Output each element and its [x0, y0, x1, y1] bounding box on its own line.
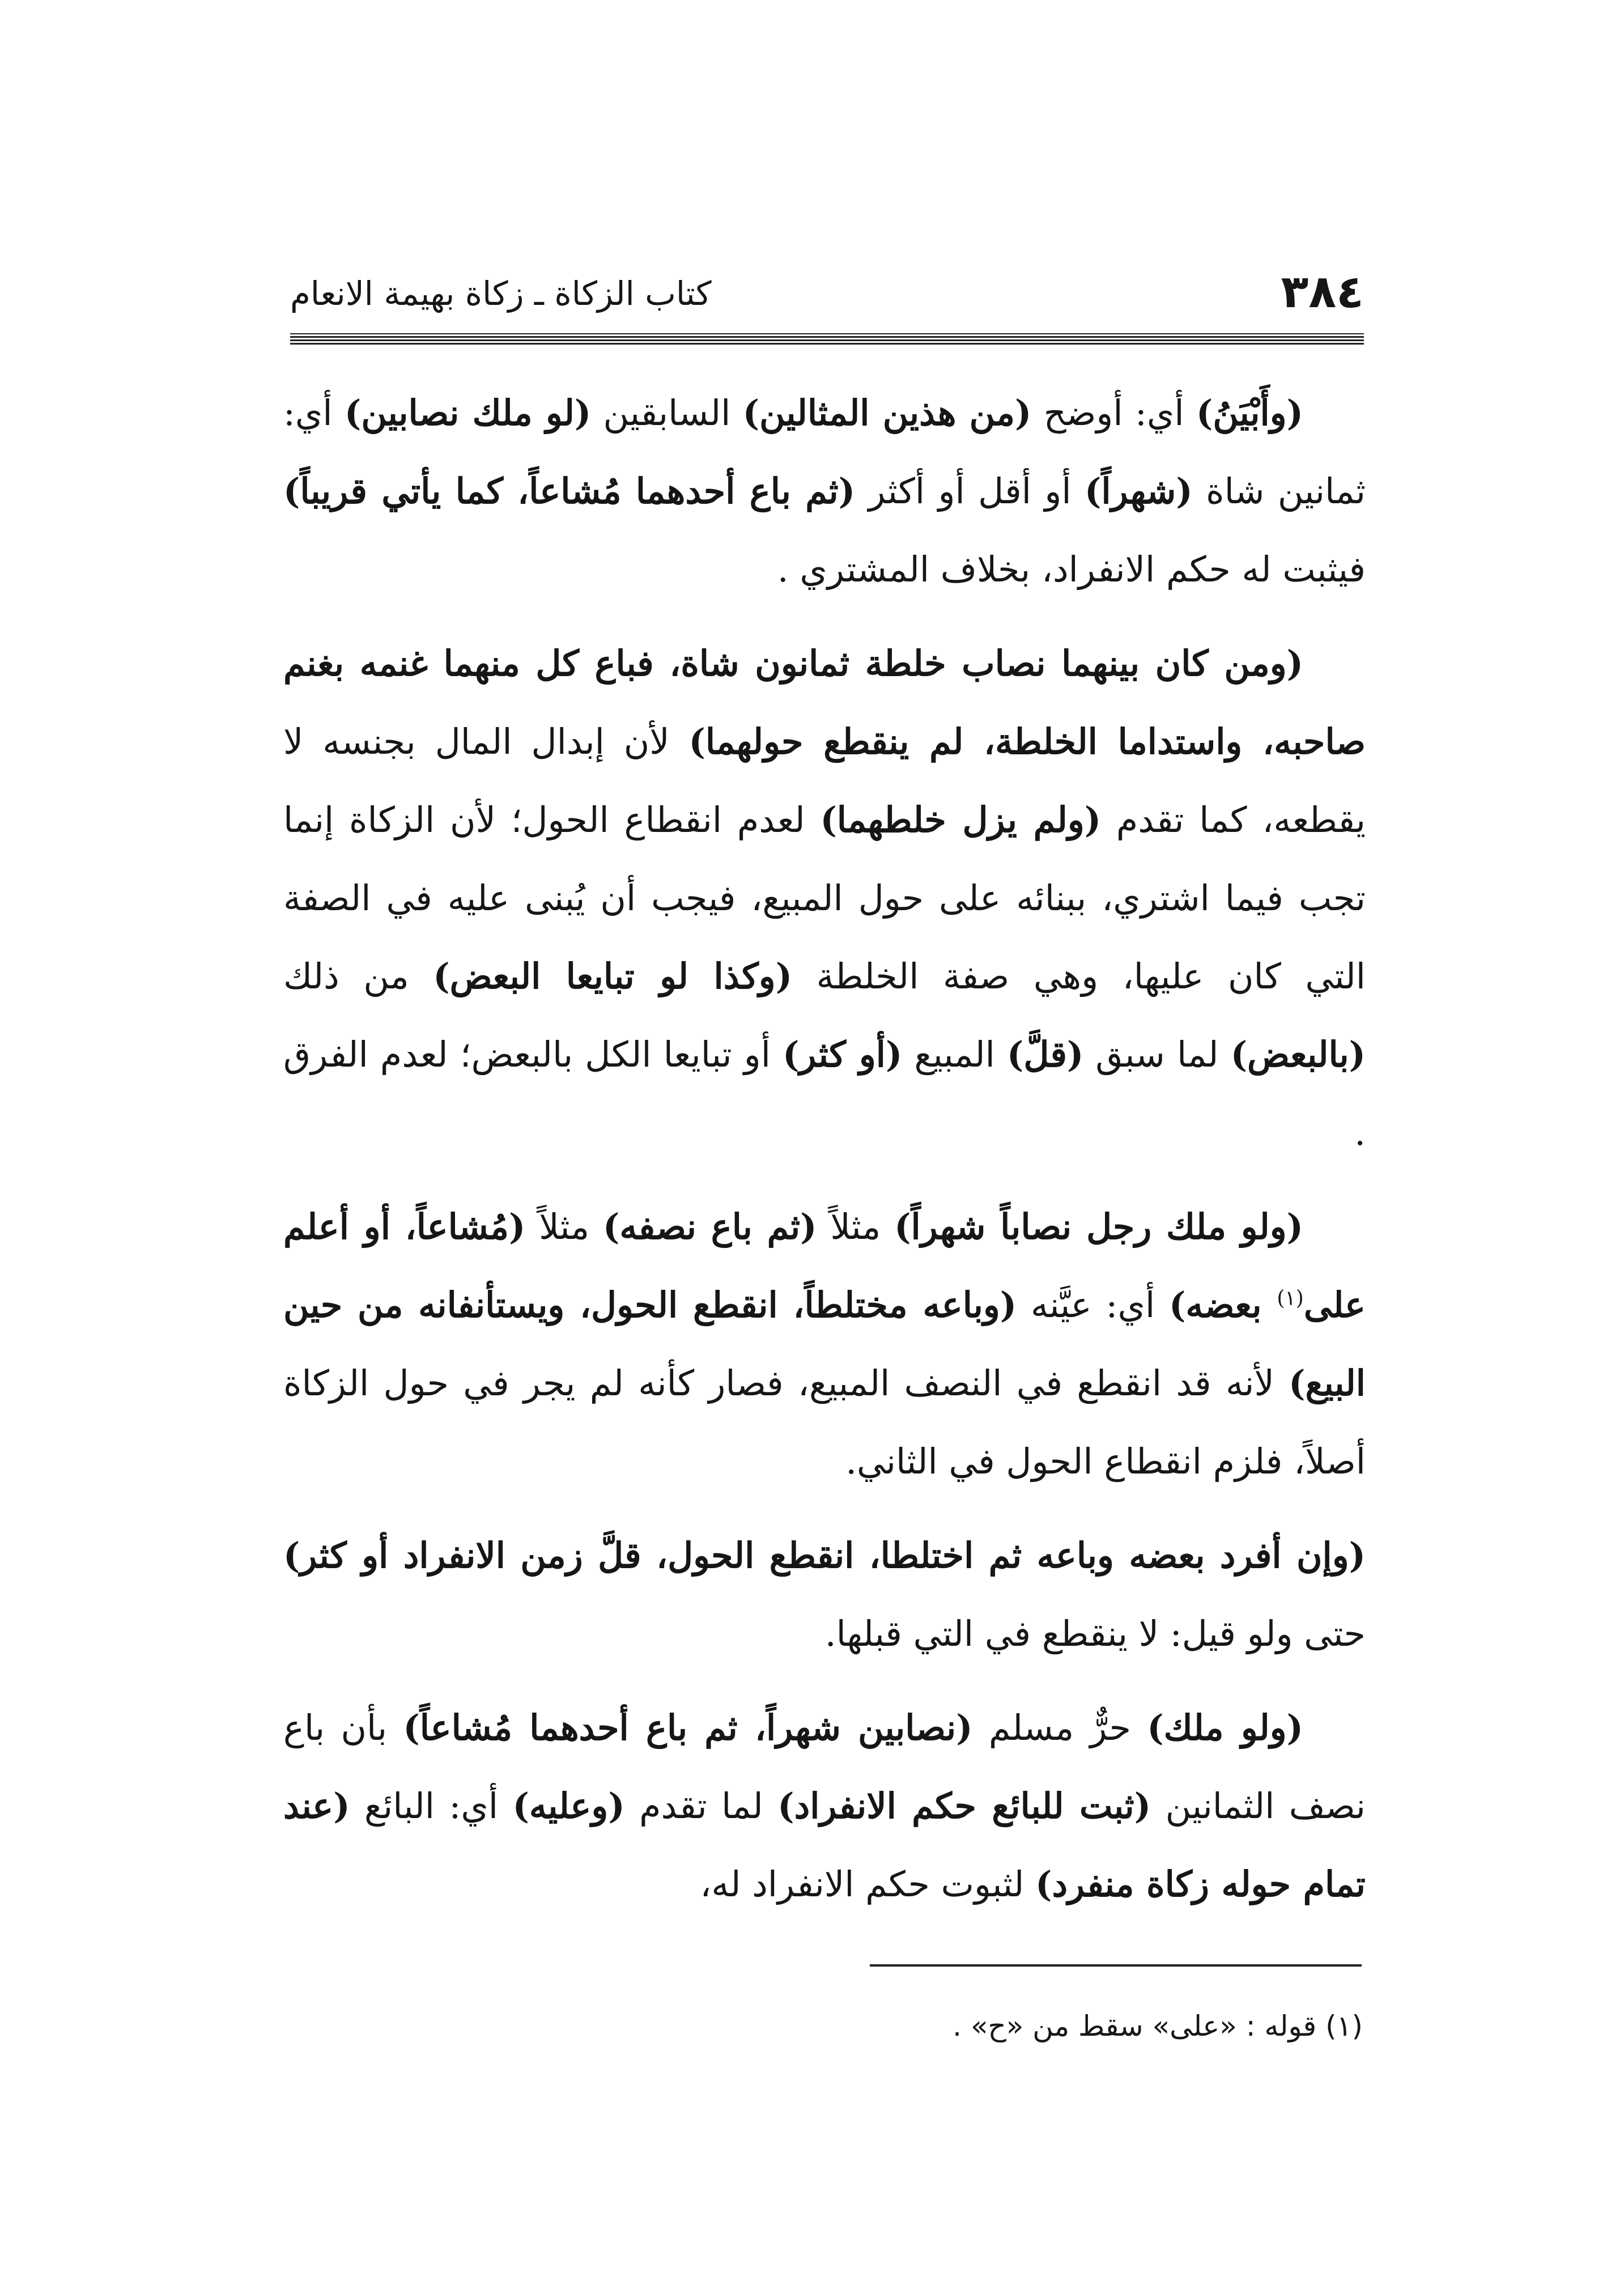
- sharh-text: لأنه قد انقطع في النصف المبيع، فصار كأنه لم يجر في حول الزكاة أصلاً، فلزم انقطاع الحول في الثاني.: [283, 1362, 1366, 1482]
- page-header: [290, 261, 1364, 323]
- header-divider: [290, 333, 1364, 345]
- matn-text: (ثبت للبائع حكم الانفراد): [777, 1785, 1151, 1827]
- matn-text: (وباعه مختلطاً، انقطع الحول، ويستأنفانه من حين البيع): [283, 1284, 1366, 1404]
- paragraph: [283, 1517, 1366, 1673]
- sharh-text: فيثبت له حكم الانفراد، بخلاف المشتري .: [777, 549, 1366, 590]
- matn-text: (من هذين المثالين): [742, 392, 1032, 434]
- matn-text: (شهراً): [1085, 470, 1193, 512]
- paragraph: [283, 1689, 1366, 1923]
- matn-text: (وأَبْيَنُ): [1196, 392, 1303, 434]
- sharh-text: بأن باع نصف الثمانين: [283, 1707, 1366, 1827]
- matn-text: (قلَّ): [1007, 1034, 1084, 1075]
- matn-text: (ولو ملك رجل نصاباً شهراً): [894, 1206, 1303, 1247]
- footnote: (١) قوله : «على» سقط من «ح» .: [953, 2010, 1363, 2043]
- sharh-text: أي: عيَّنه: [1017, 1284, 1170, 1326]
- sharh-text: لما تقدم: [624, 1785, 778, 1827]
- sharh-text: أي: أوضح: [1031, 392, 1196, 434]
- sharh-text: مثلاً: [817, 1206, 895, 1247]
- matn-text: (نصابين شهراً، ثم باع أحدهما مُشاعاً): [403, 1707, 973, 1748]
- page-number: ٣٨٤: [1281, 265, 1364, 318]
- sharh-text: أو أقل أو أكثر: [855, 470, 1085, 512]
- matn-text: (ولم يزل خلطهما): [820, 799, 1102, 840]
- matn-text: بعضه): [1169, 1284, 1277, 1326]
- sharh-text: مثلاً: [525, 1206, 603, 1247]
- sharh-text: حتى ولو قيل: لا ينقطع في التي قبلها.: [824, 1613, 1366, 1654]
- running-title: كتاب الزكاة ـ زكاة بهيمة الانعام: [290, 274, 712, 313]
- sharh-text: لعدم انقطاع الحول؛ لأن الزكاة إنما تجب فيما اشتري، ببنائه على حول المبيع، فيجب أن يُبنى عليه في الصفة التي كان عليها، وهي صفة الخلطة: [283, 799, 1366, 997]
- sharh-text: المبيع: [902, 1034, 1007, 1075]
- matn-text: (وإن أفرد بعضه وباعه ثم اختلطا، انقطع الحول، قلَّ زمن الانفراد أو كثر): [283, 1535, 1366, 1576]
- footnote-divider: [870, 1964, 1362, 1967]
- sharh-text: لأن إبدال المال بجنسه لا يقطعه، كما تقدم: [283, 721, 1366, 840]
- matn-text: (عند تمام حوله زكاة منفرد): [283, 1785, 1366, 1905]
- main-text: [283, 374, 1366, 1939]
- paragraph: [283, 625, 1366, 1172]
- matn-text: (وعليه): [512, 1785, 625, 1827]
- sharh-text: أي: البائع: [350, 1785, 513, 1827]
- matn-text: (ثم باع نصفه): [603, 1206, 817, 1247]
- sharh-text: لما سبق: [1083, 1034, 1231, 1075]
- sharh-text: أو تبايعا الكل بالبعض؛ لعدم الفرق .: [283, 1034, 1366, 1153]
- matn-text: (ثم باع أحدهما مُشاعاً، كما يأتي قريباً): [283, 470, 856, 512]
- matn-text: (أو كثر): [783, 1034, 903, 1075]
- footnote-marker: (١): [1277, 1286, 1304, 1310]
- paragraph: [283, 374, 1366, 609]
- matn-text: (ومن كان بينهما نصاب خلطة ثمانون شاة، فباع كل منهما غنمه بغنم صاحبه، واستداما الخلطة، لم ينقطع حولهما): [283, 643, 1366, 762]
- sharh-text: السابقين: [591, 392, 743, 434]
- sharh-text: حرٌّ مسلم: [972, 1707, 1147, 1748]
- paragraph: [283, 1188, 1366, 1501]
- matn-text: (ولو ملك): [1147, 1707, 1304, 1748]
- sharh-text: من ذلك: [283, 956, 433, 997]
- matn-text: (بالبعض): [1230, 1034, 1366, 1075]
- matn-text: (وكذا لو تبايعا البعض): [433, 956, 793, 997]
- matn-text: (مُشاعاً، أو أعلم على: [283, 1206, 1366, 1326]
- sharh-text: أي: ثمانين شاة: [283, 392, 1366, 512]
- sharh-text: لثبوت حكم الانفراد له،: [700, 1863, 1036, 1905]
- matn-text: (لو ملك نصابين): [345, 392, 592, 434]
